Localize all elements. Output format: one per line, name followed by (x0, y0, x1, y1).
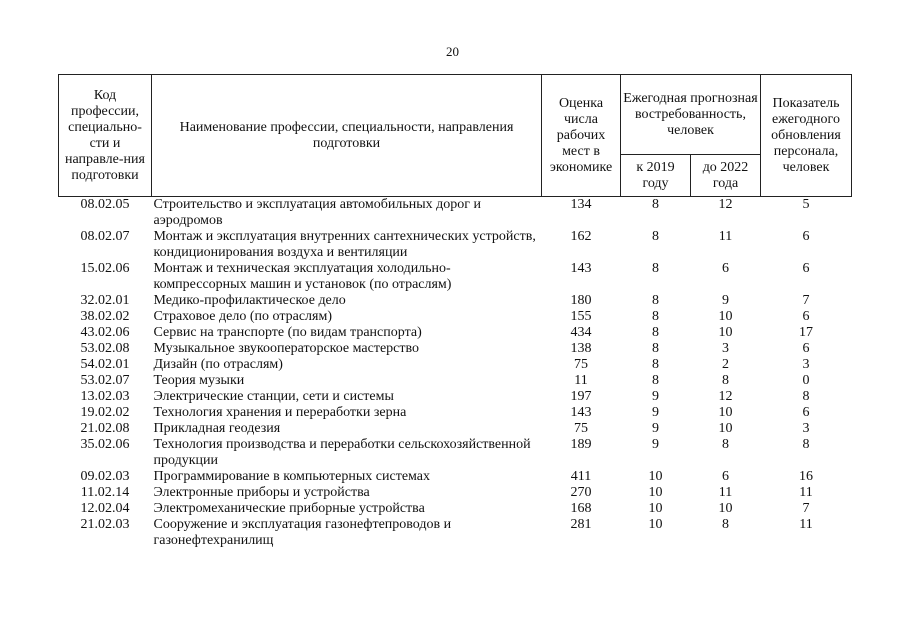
row-code: 38.02.02 (80, 309, 130, 324)
row-jobs: 162 (570, 229, 592, 244)
row-name: Теория музыки (153, 373, 245, 388)
row-jobs: 411 (570, 469, 592, 484)
table-row (59, 389, 852, 405)
row-code: 32.02.01 (80, 293, 130, 308)
table-row (59, 325, 852, 341)
header-2022: до 2022 года (691, 155, 761, 197)
row-jobs: 180 (570, 293, 592, 308)
row-2019: 8 (652, 293, 659, 308)
row-2019: 9 (652, 389, 659, 404)
row-renewal: 6 (802, 309, 810, 324)
row-2022: 6 (722, 469, 729, 484)
row-2022: 8 (722, 437, 729, 452)
professions-table (58, 74, 852, 549)
header-2019: к 2019 году (621, 155, 691, 197)
row-2022: 10 (718, 405, 733, 420)
row-2022: 10 (718, 309, 733, 324)
row-jobs: 134 (570, 197, 592, 212)
row-renewal: 6 (802, 261, 810, 276)
row-renewal: 7 (802, 501, 810, 516)
row-2019: 8 (652, 229, 659, 244)
row-name: Строительство и эксплуатация автомобильных дорог и аэродромов (153, 197, 481, 228)
row-renewal: 16 (799, 469, 813, 484)
row-code: 08.02.05 (80, 197, 130, 212)
header-name: Наименование профессии, специальности, направления подготовки (152, 75, 542, 197)
row-code: 09.02.03 (80, 469, 130, 484)
row-2019: 8 (652, 341, 659, 356)
row-name: Прикладная геодезия (153, 421, 281, 436)
table-row (59, 421, 852, 437)
row-code: 35.02.06 (80, 437, 130, 452)
row-2019: 8 (652, 325, 659, 340)
row-code: 13.02.03 (80, 389, 130, 404)
row-name: Медико-профилактическое дело (153, 293, 346, 308)
row-renewal: 6 (802, 405, 810, 420)
table-row (59, 197, 852, 230)
row-renewal: 8 (802, 389, 810, 404)
row-jobs: 197 (570, 389, 592, 404)
row-code: 43.02.06 (80, 325, 130, 340)
row-2022: 12 (718, 389, 733, 404)
header-renewal: Показатель ежегодного обновления персонала, человек (761, 75, 852, 197)
row-code: 15.02.06 (80, 261, 130, 276)
header-code: Код профессии, специально-сти и направле-ния подготовки (59, 75, 152, 197)
row-2022: 10 (718, 421, 733, 436)
row-renewal: 6 (802, 229, 810, 244)
row-2019: 10 (648, 469, 663, 484)
row-jobs: 189 (570, 437, 592, 452)
row-renewal: 6 (802, 341, 810, 356)
row-jobs: 143 (570, 261, 592, 276)
table-row (59, 485, 852, 501)
row-2019: 9 (652, 437, 659, 452)
table-row (59, 357, 852, 373)
row-2019: 8 (652, 261, 659, 276)
row-2019: 8 (652, 197, 659, 212)
row-2022: 12 (718, 197, 733, 212)
row-name: Монтаж и техническая эксплуатация холодильно-компрессорных машин и установок (по отраслям) (153, 261, 452, 292)
table-row (59, 341, 852, 357)
row-code: 54.02.01 (80, 357, 130, 372)
row-2022: 10 (718, 325, 733, 340)
row-name: Электромеханические приборные устройства (153, 501, 425, 516)
row-jobs: 155 (570, 309, 592, 324)
row-name: Электронные приборы и устройства (153, 485, 370, 500)
table-row (59, 501, 852, 517)
header-jobs: Оценка числа рабочих мест в экономике (542, 75, 621, 197)
row-code: 11.02.14 (80, 485, 130, 500)
row-renewal: 11 (799, 517, 813, 532)
row-name: Сооружение и эксплуатация газонефтепроводов и газонефтехранилищ (153, 517, 452, 548)
row-renewal: 17 (799, 325, 813, 340)
row-name: Дизайн (по отраслям) (153, 357, 283, 372)
row-2019: 10 (648, 501, 663, 516)
table-body (59, 197, 852, 550)
row-jobs: 168 (570, 501, 592, 516)
row-2022: 3 (722, 341, 729, 356)
row-jobs: 270 (570, 485, 592, 500)
row-2022: 10 (718, 501, 733, 516)
row-2019: 8 (652, 357, 659, 372)
row-name: Сервис на транспорте (по видам транспорта) (153, 325, 422, 340)
table-row (59, 229, 852, 261)
page-number: 20 (446, 44, 459, 59)
table-row (59, 309, 852, 325)
row-name: Технология хранения и переработки зерна (153, 405, 407, 420)
row-renewal: 3 (802, 421, 810, 436)
row-code: 12.02.04 (80, 501, 130, 516)
row-jobs: 281 (570, 517, 592, 532)
row-2019: 9 (652, 421, 659, 436)
row-name: Страховое дело (по отраслям) (153, 309, 332, 324)
table-row (59, 293, 852, 309)
row-name: Музыкальное звукооператорское мастерство (153, 341, 420, 356)
row-2019: 10 (648, 517, 663, 532)
row-code: 21.02.03 (80, 517, 130, 532)
row-2022: 9 (722, 293, 729, 308)
table-row (59, 517, 852, 549)
row-renewal: 5 (802, 197, 810, 212)
row-2019: 10 (648, 485, 663, 500)
row-2022: 11 (718, 229, 733, 244)
row-2022: 8 (722, 517, 729, 532)
row-2022: 2 (722, 357, 729, 372)
row-code: 19.02.02 (80, 405, 130, 420)
row-jobs: 143 (570, 405, 592, 420)
row-jobs: 11 (574, 373, 588, 388)
row-2022: 8 (722, 373, 729, 388)
row-renewal: 7 (802, 293, 810, 308)
row-jobs: 138 (570, 341, 592, 356)
row-name: Технология производства и переработки сельскохозяйственной продукции (153, 437, 531, 468)
row-jobs: 75 (574, 421, 588, 436)
row-2019: 8 (652, 309, 659, 324)
row-name: Монтаж и эксплуатация внутренних сантехнических устройств, кондиционирования воздуха и вентиляции (153, 229, 536, 260)
table-row (59, 405, 852, 421)
row-code: 53.02.07 (80, 373, 130, 388)
row-2019: 8 (652, 373, 659, 388)
row-code: 53.02.08 (80, 341, 130, 356)
row-name: Программирование в компьютерных системах (153, 469, 431, 484)
row-renewal: 11 (799, 485, 813, 500)
row-renewal: 0 (802, 373, 810, 388)
table-row (59, 373, 852, 389)
row-renewal: 3 (802, 357, 810, 372)
header-demand: Ежегодная прогнозная востребованность, человек (621, 75, 761, 155)
row-code: 08.02.07 (80, 229, 130, 244)
row-2019: 9 (652, 405, 659, 420)
row-code: 21.02.08 (80, 421, 130, 436)
row-name: Электрические станции, сети и системы (153, 389, 394, 404)
row-2022: 11 (718, 485, 733, 500)
row-jobs: 75 (574, 357, 588, 372)
table-row (59, 437, 852, 469)
row-renewal: 8 (802, 437, 810, 452)
row-2022: 6 (722, 261, 729, 276)
table-header (59, 75, 852, 197)
table-row (59, 469, 852, 485)
row-jobs: 434 (570, 325, 592, 340)
table-row (59, 261, 852, 293)
